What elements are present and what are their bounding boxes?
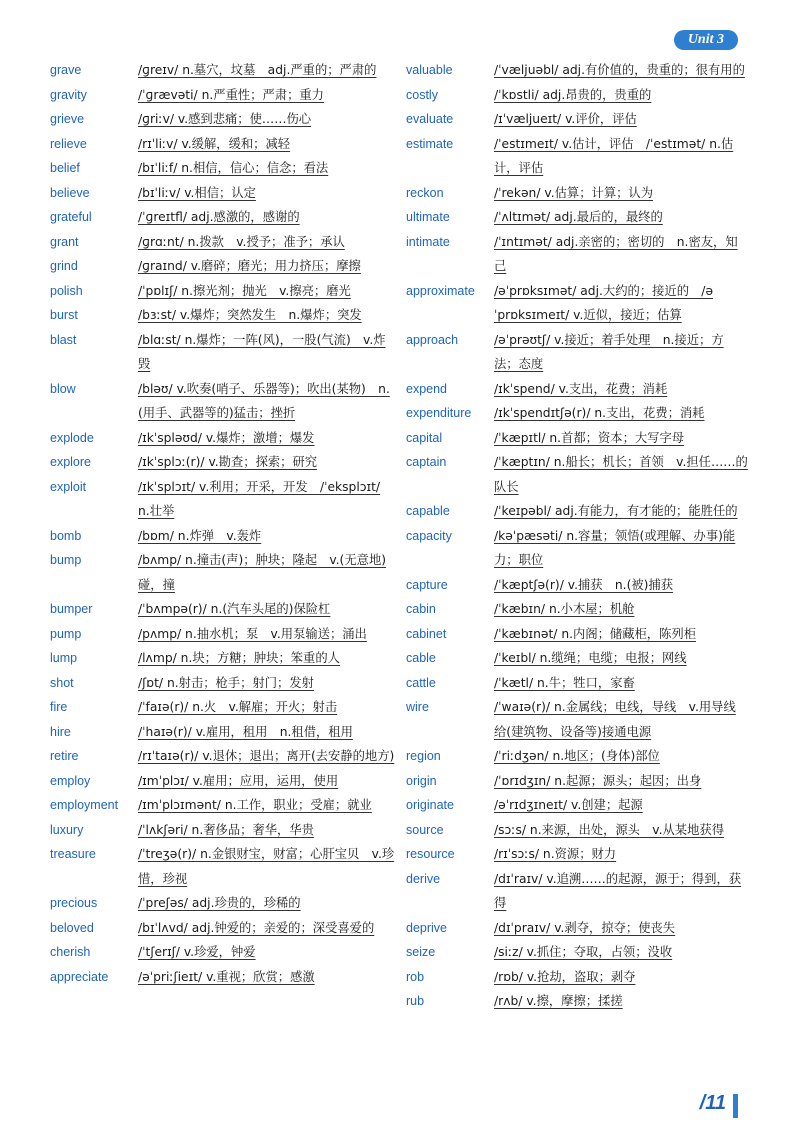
vocab-definition: /rɪˈsɔːs/ n.资源；财力 [494, 847, 617, 861]
vocab-entry [406, 695, 748, 744]
vocab-definition: /ˈɒrɪdʒɪn/ n.起源；源头；起因；出身 [494, 773, 702, 788]
vocab-entry [50, 426, 395, 451]
vocab-definition: /ɪmˈplɔɪmənt/ n.工作，职业；受雇；就业 [138, 798, 372, 812]
vocab-entry [50, 793, 395, 818]
vocab-entry [50, 769, 395, 794]
vocab-word: precious [50, 896, 98, 910]
vocab-entry [50, 279, 395, 304]
vocab-definition: /bɒm/ n.炸弹 v.轰炸 [138, 528, 262, 543]
vocab-definition: /ˈvæljuəbl/ adj.有价值的，贵重的；很有用的 [494, 63, 745, 77]
vocab-definition: /rɪˈtaɪə(r)/ v.退休；退出；离开(去安静的地方) [138, 749, 395, 763]
vocab-definition: /ˈhaɪə(r)/ v.雇用，租用 n.租借，租用 [138, 724, 353, 739]
vocab-definition: /ˈkæbɪn/ n.小木屋；机舱 [494, 602, 635, 616]
vocab-entry [50, 450, 395, 475]
unit-badge: Unit 3 [674, 30, 738, 50]
vocab-word: exploit [50, 479, 87, 494]
vocab-entry [406, 965, 748, 990]
vocab-word: resource [406, 847, 455, 861]
vocab-word: wire [406, 700, 429, 714]
vocab-word: rub [406, 994, 425, 1008]
vocab-entry [406, 58, 748, 83]
vocab-word: capital [406, 430, 443, 445]
vocab-word: source [406, 822, 444, 837]
vocab-word: cherish [50, 945, 91, 959]
vocab-definition: /ˈkæptɪn/ n.船长；机长；首领 v.担任……的队长 [494, 455, 748, 494]
vocab-entry [406, 499, 748, 524]
vocab-definition: /ˈɡrævəti/ n.严重性；严肃；重力 [138, 87, 324, 102]
vocab-definition: /bɪˈliːv/ v.相信；认定 [138, 185, 256, 200]
vocab-entry [50, 720, 395, 745]
vocab-word: fire [50, 700, 68, 714]
vocab-word: capture [406, 577, 448, 592]
vocab-entry [406, 646, 748, 671]
vocab-entry [50, 916, 395, 941]
vocab-entry [406, 622, 748, 647]
vocab-word: shot [50, 675, 74, 690]
vocab-word: reckon [406, 185, 444, 200]
vocab-entry [406, 793, 748, 818]
vocab-word: explode [50, 430, 94, 445]
vocab-word: deprive [406, 920, 447, 935]
vocab-word: originate [406, 798, 454, 812]
vocab-definition: /ɪkˈspend/ v.支出，花费；消耗 [494, 381, 668, 396]
vocab-entry [50, 254, 395, 279]
vocab-entry [50, 181, 395, 206]
vocab-entry [406, 744, 748, 769]
vocab-word: approach [406, 332, 459, 347]
vocab-definition: /blɑːst/ n.爆炸；一阵(风)，一股(气流) v.炸毁 [138, 332, 386, 371]
vocab-definition: /ˈkæbɪnət/ n.内阁；储藏柜，陈列柜 [494, 626, 696, 641]
vocab-entry [50, 58, 395, 83]
vocab-definition: /kəˈpæsəti/ n.容量；领悟(或理解、办事)能力；职位 [494, 528, 736, 567]
vocab-definition: /bɪˈlʌvd/ adj.钟爱的；亲爱的；深受喜爱的 [138, 920, 375, 935]
vocab-entry [50, 695, 395, 720]
vocab-definition: /ɪˈvæljueɪt/ v.评价，评估 [494, 112, 637, 126]
vocab-definition: /ˈestɪmeɪt/ v.估计，评估 /ˈestɪmət/ n.估计，评估 [494, 136, 734, 175]
vocab-entry [406, 916, 748, 941]
vocab-word: luxury [50, 822, 84, 837]
vocab-entry [50, 377, 395, 426]
vocab-definition: /ˈkætl/ n.牛；牲口，家畜 [494, 675, 635, 690]
vocab-entry [406, 328, 748, 377]
vocab-definition: /ˈlʌkʃəri/ n.奢侈品；奢华，华贵 [138, 822, 314, 837]
vocab-entry [406, 426, 748, 451]
vocab-definition: /əˈprɒksɪmət/ adj.大约的；接近的 /əˈprɒksɪmeɪt/ v.近似，接近；估算 [494, 283, 714, 322]
vocab-word: grant [50, 234, 79, 249]
vocab-entry [50, 205, 395, 230]
vocab-word: capacity [406, 528, 452, 543]
vocab-definition: /ˈkæpɪtl/ n.首都；资本；大写字母 [494, 430, 685, 445]
vocab-entry [50, 475, 395, 524]
vocab-entry [406, 989, 748, 1014]
vocab-entry [406, 107, 748, 132]
vocab-word: bump [50, 553, 82, 567]
vocab-word: grieve [50, 112, 85, 126]
vocab-word: captain [406, 455, 447, 469]
vocab-definition: /siːz/ v.抓住；夺取，占领；没收 [494, 945, 673, 959]
vocab-entry [50, 842, 395, 891]
vocab-definition: /əˈprəʊtʃ/ v.接近；着手处理 n.接近；方法；态度 [494, 332, 724, 371]
vocab-entry [50, 622, 395, 647]
vocab-word: costly [406, 87, 438, 102]
vocab-entry [406, 450, 748, 499]
vocab-definition: /ˈfaɪə(r)/ n.火 v.解雇；开火；射击 [138, 700, 338, 714]
vocab-word: pump [50, 626, 82, 641]
vocab-definition: /əˈpriːʃieɪt/ v.重视；欣赏；感激 [138, 969, 315, 984]
vocab-word: employment [50, 798, 119, 812]
vocab-definition: /ˈʌltɪmət/ adj.最后的，最终的 [494, 210, 663, 224]
vocab-word: grind [50, 259, 78, 273]
vocab-entry [406, 205, 748, 230]
vocab-word: rob [406, 969, 425, 984]
vocab-word: ultimate [406, 210, 450, 224]
vocab-word: treasure [50, 847, 96, 861]
vocab-entry [50, 303, 395, 328]
vocab-entry [406, 230, 748, 279]
vocab-word: origin [406, 773, 437, 788]
page-number: /11 [699, 1092, 726, 1114]
vocab-word: estimate [406, 136, 454, 151]
vocab-definition: /rɪˈliːv/ v.缓解，缓和；减轻 [138, 136, 291, 151]
vocab-definition: /ɡraɪnd/ v.磨碎；磨光；用力挤压；摩擦 [138, 259, 361, 273]
vocab-definition: /ˈtreʒə(r)/ n.金银财宝，财富；心肝宝贝 v.珍惜，珍视 [138, 847, 395, 886]
vocab-definition: /dɪˈraɪv/ v.追溯……的起源，源于；得到，获得 [494, 871, 742, 910]
vocab-definition: /rʌb/ v.擦，摩擦；揉搓 [494, 994, 623, 1008]
vocab-entry [406, 83, 748, 108]
vocab-entry [50, 597, 395, 622]
vocab-word: cabinet [406, 626, 447, 641]
vocab-word: hire [50, 724, 71, 739]
vocab-entry [406, 769, 748, 794]
vocab-word: gravity [50, 87, 87, 102]
vocab-definition: /ˈkeɪbl/ n.缆绳；电缆；电报；网线 [494, 651, 687, 665]
vocab-entry [406, 573, 748, 598]
right-column [406, 58, 748, 1014]
vocab-entry [50, 548, 395, 597]
vocab-definition: /ɪkˈspendɪtʃə(r)/ n.支出，花费；消耗 [494, 406, 705, 420]
vocab-definition: /lʌmp/ n.块；方糖；肿块；笨重的人 [138, 651, 340, 665]
vocab-entry [406, 132, 748, 181]
vocab-word: blow [50, 381, 76, 396]
vocab-entry [406, 377, 748, 402]
vocab-word: burst [50, 308, 78, 322]
vocab-definition: /ˈwaɪə(r)/ n.金属线；电线，导线 v.用导线给(建筑物、设备等)接通电源 [494, 700, 736, 739]
vocab-word: bomb [50, 528, 82, 543]
vocab-entry [406, 597, 748, 622]
vocab-entry [50, 524, 395, 549]
vocab-definition: /ˈpreʃəs/ adj.珍贵的，珍稀的 [138, 896, 301, 910]
vocab-entry [50, 156, 395, 181]
vocab-word: intimate [406, 234, 450, 249]
vocab-word: retire [50, 749, 79, 763]
vocab-definition: /bɪˈliːf/ n.相信，信心；信念；看法 [138, 161, 329, 175]
vocab-definition: /ɪkˈspləʊd/ v.爆炸；激增；爆发 [138, 430, 315, 445]
vocab-entry [406, 867, 748, 916]
vocab-word: valuable [406, 63, 453, 77]
vocab-entry [50, 891, 395, 916]
vocab-word: grave [50, 63, 82, 77]
vocab-definition: /bɜːst/ v.爆炸；突然发生 n.爆炸；突发 [138, 308, 362, 322]
vocab-definition: /dɪˈpraɪv/ v.剥夺，掠夺；使丧失 [494, 920, 676, 935]
vocab-entry [50, 328, 395, 377]
vocab-word: employ [50, 773, 91, 788]
vocab-definition: /ɡriːv/ v.感到悲痛；使……伤心 [138, 112, 312, 126]
vocab-word: seize [406, 945, 436, 959]
vocab-word: approximate [406, 283, 475, 298]
vocab-word: appreciate [50, 969, 109, 984]
vocab-definition: /ˈrekən/ v.估算；计算；认为 [494, 185, 654, 200]
vocab-entry [50, 83, 395, 108]
vocab-word: evaluate [406, 112, 454, 126]
vocab-entry [406, 524, 748, 573]
vocab-definition: /sɔːs/ n.来源，出处，源头 v.从某地获得 [494, 822, 724, 837]
vocab-definition: /ˈkɒstli/ adj.昂贵的，贵重的 [494, 87, 652, 102]
vocab-definition: /ˈriːdʒən/ n.地区；(身体)部位 [494, 749, 660, 763]
vocab-entry [50, 671, 395, 696]
vocab-definition: /ˈkæptʃə(r)/ v.捕获 n.(被)捕获 [494, 577, 674, 592]
vocab-entry [406, 181, 748, 206]
vocab-definition: /ˈbʌmpə(r)/ n.(汽车头尾的)保险杠 [138, 602, 331, 616]
vocab-definition: /ˈkeɪpəbl/ adj.有能力，有才能的；能胜任的 [494, 504, 738, 518]
vocab-word: capable [406, 504, 450, 518]
vocab-entry [50, 965, 395, 990]
left-column [50, 58, 395, 989]
vocab-word: expend [406, 381, 448, 396]
vocab-definition: /pʌmp/ n.抽水机；泵 v.用泵输送；涌出 [138, 626, 367, 641]
vocab-entry [50, 107, 395, 132]
vocab-word: expenditure [406, 406, 472, 420]
vocab-word: derive [406, 871, 441, 886]
vocab-entry [406, 818, 748, 843]
vocab-word: believe [50, 185, 90, 200]
vocab-definition: /ˈtʃerɪʃ/ v.珍爱，钟爱 [138, 945, 256, 959]
vocab-word: bumper [50, 602, 93, 616]
vocab-definition: /ˈɪntɪmət/ adj.亲密的；密切的 n.密友，知己 [494, 234, 738, 273]
vocab-word: blast [50, 332, 77, 347]
vocab-entry [406, 279, 748, 328]
vocab-definition: /ˈpɒlɪʃ/ n.擦光剂；抛光 v.擦亮；磨光 [138, 283, 351, 298]
vocab-definition: /ɪkˈsplɔɪt/ v.利用；开采，开发 /ˈeksplɔɪt/ n.壮举 [138, 479, 381, 518]
vocab-entry [406, 671, 748, 696]
vocab-entry [406, 940, 748, 965]
vocab-entry [50, 646, 395, 671]
vocab-word: explore [50, 455, 91, 469]
vocab-definition: /bʌmp/ n.撞击(声)；肿块；隆起 v.(无意地)碰，撞 [138, 553, 387, 592]
vocab-entry [50, 744, 395, 769]
vocab-definition: /rɒb/ v.抢劫，盗取；剥夺 [494, 969, 636, 984]
vocab-definition: /ʃɒt/ n.射击；枪手；射门；发射 [138, 675, 314, 690]
vocab-word: cable [406, 651, 436, 665]
vocab-entry [406, 401, 748, 426]
vocab-definition: /bləʊ/ v.吹奏(哨子、乐器等)；吹出(某物) n.(用手、武器等的)猛击；挫折 [138, 381, 390, 420]
vocab-entry [406, 842, 748, 867]
vocab-word: grateful [50, 210, 92, 224]
vocab-word: cattle [406, 675, 436, 690]
vocab-entry [50, 230, 395, 255]
vocab-entry [50, 132, 395, 157]
vocab-definition: /ɡreɪv/ n.墓穴，坟墓 adj.严重的；严肃的 [138, 63, 377, 77]
page-bar-decoration [733, 1094, 738, 1118]
vocab-word: region [406, 749, 441, 763]
vocab-definition: /ɪkˈsplɔː(r)/ v.勘查；探索；研究 [138, 455, 318, 469]
vocab-entry [50, 818, 395, 843]
vocab-definition: /əˈrɪdʒɪneɪt/ v.创建；起源 [494, 798, 643, 812]
vocab-word: belief [50, 161, 80, 175]
vocab-word: polish [50, 283, 83, 298]
vocab-definition: /ɪmˈplɔɪ/ v.雇用；应用，运用，使用 [138, 773, 339, 788]
vocab-entry [50, 940, 395, 965]
vocab-definition: /ɡrɑːnt/ n.拨款 v.授予；准予；承认 [138, 234, 345, 249]
vocab-definition: /ˈɡreɪtfl/ adj.感激的，感谢的 [138, 210, 300, 224]
vocab-word: relieve [50, 136, 87, 151]
vocab-word: lump [50, 651, 78, 665]
vocab-word: beloved [50, 920, 94, 935]
vocab-word: cabin [406, 602, 436, 616]
